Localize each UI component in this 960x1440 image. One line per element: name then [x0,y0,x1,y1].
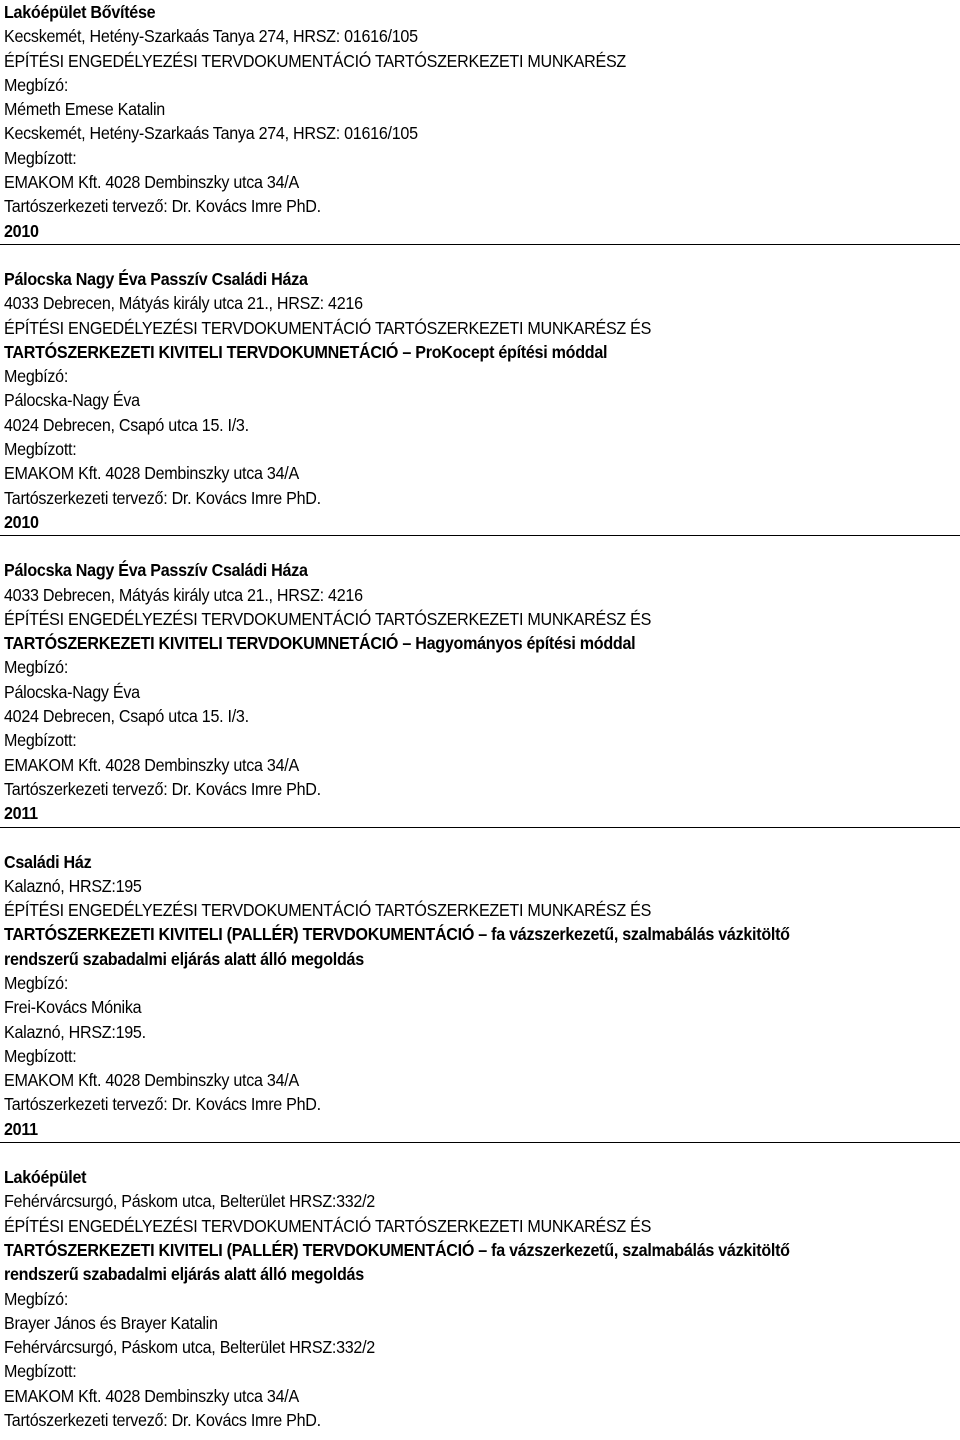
entry-line: EMAKOM Kft. 4028 Dembinszky utca 34/A [4,754,299,775]
entry-line: Fehérvárcsurgó, Páskom utca, Belterület HRSZ:332/2 [4,1191,375,1212]
entry-line: Mémeth Emese Katalin [4,99,165,120]
entry-line: EMAKOM Kft. 4028 Dembinszky utca 34/A [4,1070,299,1091]
entry-line: 2010 [4,220,39,241]
entry-line: rendszerű szabadalmi eljárás alatt álló megoldás [4,1264,364,1285]
entry-line: Tartószerkezeti tervező: Dr. Kovács Imre PhD. [4,778,321,799]
entry-line: Kecskemét, Hetény-Szarkaás Tanya 274, HRSZ: 01616/105 [4,26,418,47]
entry-line: Megbízott: [4,1361,77,1382]
project-entry [4,0,956,243]
entry-line: ÉPÍTÉSI ENGEDÉLYEZÉSI TERVDOKUMENTÁCIÓ TARTÓSZERKEZETI MUNKARÉSZ [4,50,626,71]
section-divider [0,244,960,245]
entry-line: TARTÓSZERKEZETI KIVITELI (PALLÉR) TERVDOKUMENTÁCIÓ – fa vázszerkezetű, szalmabálás vázkitöltő [4,924,790,945]
entry-line: 2011 [4,803,38,824]
entry-line: Tartószerkezeti tervező: Dr. Kovács Imre PhD. [4,1410,321,1431]
entry-line: Megbízó: [4,972,69,993]
entry-line: Megbízó: [4,1288,69,1309]
entry-line: Megbízott: [4,439,77,460]
entry-line: 2010 [4,511,39,532]
entry-line: Kalaznó, HRSZ:195. [4,1021,146,1042]
entry-line: ÉPÍTÉSI ENGEDÉLYEZÉSI TERVDOKUMENTÁCIÓ TARTÓSZERKEZETI MUNKARÉSZ ÉS [4,900,652,921]
section-divider [0,1142,960,1143]
entry-line: Megbízott: [4,730,77,751]
entry-line: Pálocska-Nagy Éva [4,390,140,411]
entry-line: Kecskemét, Hetény-Szarkaás Tanya 274, HRSZ: 01616/105 [4,123,418,144]
entry-line: Tartószerkezeti tervező: Dr. Kovács Imre PhD. [4,487,321,508]
entry-line: Megbízó: [4,366,69,387]
entry-line: 2011 [4,1118,38,1139]
entry-line: Megbízó: [4,657,69,678]
entry-line: ÉPÍTÉSI ENGEDÉLYEZÉSI TERVDOKUMENTÁCIÓ TARTÓSZERKEZETI MUNKARÉSZ ÉS [4,1215,652,1236]
entry-line: TARTÓSZERKEZETI KIVITELI TERVDOKUMNETÁCIÓ – Hagyományos építési móddal [4,633,636,654]
entry-line: Tartószerkezeti tervező: Dr. Kovács Imre PhD. [4,1094,321,1115]
entry-line: TARTÓSZERKEZETI KIVITELI (PALLÉR) TERVDOKUMENTÁCIÓ – fa vázszerkezetű, szalmabálás vázkitöltő [4,1239,790,1260]
entry-line: TARTÓSZERKEZETI KIVITELI TERVDOKUMNETÁCIÓ – ProKocept építési móddal [4,341,608,362]
entry-line: Megbízott: [4,147,77,168]
project-entry [4,558,956,825]
reference-document [4,0,956,1432]
entry-line: Fehérvárcsurgó, Páskom utca, Belterület HRSZ:332/2 [4,1337,375,1358]
entry-line: Pálocska-Nagy Éva [4,681,140,702]
entry-line: ÉPÍTÉSI ENGEDÉLYEZÉSI TERVDOKUMENTÁCIÓ TARTÓSZERKEZETI MUNKARÉSZ ÉS [4,317,652,338]
entry-line: 4024 Debrecen, Csapó utca 15. I/3. [4,706,249,727]
entry-line: ÉPÍTÉSI ENGEDÉLYEZÉSI TERVDOKUMENTÁCIÓ TARTÓSZERKEZETI MUNKARÉSZ ÉS [4,608,652,629]
project-title: Pálocska Nagy Éva Passzív Családi Háza [4,268,308,289]
entry-line: 4033 Debrecen, Mátyás király utca 21., HRSZ: 4216 [4,584,363,605]
entry-line: EMAKOM Kft. 4028 Dembinszky utca 34/A [4,1385,299,1406]
project-title: Pálocska Nagy Éva Passzív Családi Háza [4,560,308,581]
project-title: Lakóépület [4,1167,87,1188]
project-title: Lakóépület Bővítése [4,2,156,22]
entry-line: Megbízó: [4,74,69,95]
entry-line: rendszerű szabadalmi eljárás alatt álló megoldás [4,948,364,969]
entry-line: 4033 Debrecen, Mátyás király utca 21., HRSZ: 4216 [4,293,363,314]
entry-line: Brayer János és Brayer Katalin [4,1312,218,1333]
entry-line: Megbízott: [4,1045,77,1066]
project-entry [4,1165,956,1432]
entry-line: Kalaznó, HRSZ:195 [4,875,142,896]
section-divider [0,535,960,536]
entry-line: EMAKOM Kft. 4028 Dembinszky utca 34/A [4,172,299,193]
entry-line: Tartószerkezeti tervező: Dr. Kovács Imre PhD. [4,196,321,217]
entry-line: 4024 Debrecen, Csapó utca 15. I/3. [4,414,249,435]
section-divider [0,827,960,828]
entry-line: Frei-Kovács Mónika [4,997,142,1018]
project-title: Családi Ház [4,851,92,872]
project-entry [4,267,956,534]
entry-line: EMAKOM Kft. 4028 Dembinszky utca 34/A [4,463,299,484]
project-entry [4,850,956,1142]
